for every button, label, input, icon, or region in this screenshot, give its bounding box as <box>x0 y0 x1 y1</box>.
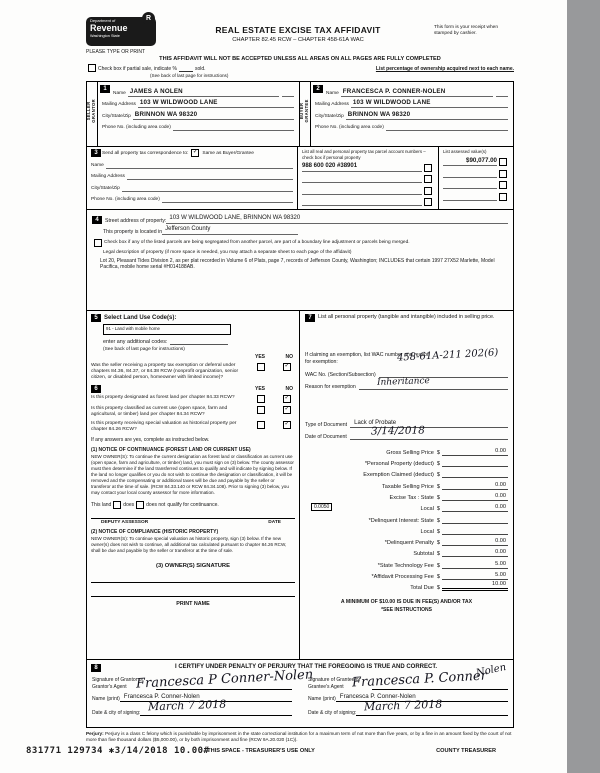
seller-name-row <box>113 88 294 97</box>
fee-label: *Affidavit Processing Fee <box>371 574 434 581</box>
local-rate-box: 0.0050 <box>311 503 332 512</box>
tax-correspondence-box <box>87 147 298 209</box>
buyer-city-label: City/State/Zip <box>315 113 344 119</box>
assessed-row <box>443 192 509 201</box>
does-not-checkbox <box>136 501 144 509</box>
assessed-value-box <box>439 147 513 209</box>
buyer-side-strip <box>300 82 311 146</box>
additional-codes-line <box>170 338 228 345</box>
form-header <box>86 12 514 46</box>
treasurer-space-label: THIS SPACE - TREASURER'S USE ONLY <box>207 747 315 754</box>
fee-label: Total Due <box>410 585 434 592</box>
corr-address-value <box>127 171 293 180</box>
dor-emblem-icon: R <box>142 12 155 25</box>
currency-sign: $ <box>436 585 440 592</box>
grantor-date-handwriting: March 7 2018 <box>147 697 227 714</box>
partial-sale-label: Check box if partial sale, indicate % <box>98 66 177 72</box>
parcel-number-blank <box>302 186 422 195</box>
corr-phone-row <box>91 194 293 203</box>
owners-signature-heading: (3) OWNER(S) SIGNATURE <box>156 563 230 570</box>
current-use-answer <box>255 406 295 418</box>
fee-label: *Delinquent Penalty <box>384 540 434 547</box>
does-not-label: does not <box>146 501 166 508</box>
exemption-intro: If claiming an exemption, list WAC number and reason for exemption: <box>305 352 430 365</box>
buyer-pct-line <box>496 88 508 97</box>
section-8-badge: 8 <box>91 664 101 672</box>
fee-amount <box>442 459 508 467</box>
grantor-name-print-value: Francesca P. Conner-Nolen <box>120 693 292 702</box>
notice-compliance-title: (2) NOTICE OF COMPLIANCE (HISTORIC PROPERTY) <box>91 528 219 535</box>
notice-compliance-body: NEW OWNER(S): To continue special valuation as historic property, sign (3) below. If the new owner(s) does not wish to continue, all additional tax calculated pursuant to chapter 84.26 RCW, shall be due and payable by the seller or transferor at the time of sale. <box>91 536 287 554</box>
logo-wa-state: Washington State <box>90 33 120 38</box>
fee-row-total <box>305 580 508 591</box>
forest-yes-checkbox <box>257 395 265 403</box>
legal-description-text: Lot 20, Pleasant Tides Division 2, as per plat recorded in Volume 6 of Plats, page 7, records of Jefferson County, Washington; INCLUDES that certain 1997 27X52 Marlette, Model Pacifica, mobile home serial #H014188AB. <box>100 257 495 271</box>
segregated-row <box>92 239 508 247</box>
fee-amount <box>442 516 508 524</box>
see-back-note: (See back of last page for instructions) <box>103 347 185 352</box>
document-date-handwriting: 3/14/2018 <box>370 424 425 437</box>
assessed-checkbox <box>499 193 507 201</box>
document-type-value: Lack of Probate <box>350 420 400 428</box>
print-name-heading: PRINT NAME <box>176 601 210 608</box>
logo-revenue: Revenue <box>90 22 128 33</box>
grantee-signature-label: Signature of Grantee or Grantee's Agent <box>308 677 361 690</box>
fee-row <box>305 546 508 557</box>
fee-amount: 0.00 <box>442 493 508 501</box>
currency-sign: $ <box>436 472 440 479</box>
grantor-signature-cell <box>92 667 314 716</box>
buyer-name-label: Name <box>326 90 339 96</box>
qualify-label: qualify for continuance. <box>167 501 219 508</box>
land-use-code-field: 91 - Land with mobile home <box>103 324 231 335</box>
fee-amount: 0.00 <box>442 538 508 546</box>
buyer-phone-row <box>315 122 508 131</box>
parcel-number-value: 988 600 020 #38901 <box>302 163 422 172</box>
additional-codes-row <box>103 338 295 345</box>
right-column <box>300 311 513 659</box>
currency-sign: $ <box>436 562 440 569</box>
does-label: does <box>123 501 135 508</box>
send-correspondence-label: Send all property tax correspondence to: <box>102 150 189 156</box>
left-column <box>87 311 300 659</box>
fee-amount: 0.00 <box>442 482 508 490</box>
currency-sign: $ <box>436 540 440 547</box>
seller-address-label: Mailing Address <box>102 102 136 108</box>
fee-amount: 5.00 <box>442 572 508 580</box>
current-use-yes-checkbox <box>257 406 265 414</box>
deferral-no-checkbox: ✓ <box>284 362 290 369</box>
fee-label: Gross Selling Price <box>386 449 434 456</box>
buyer-address-value: 103 W WILDWOOD LANE <box>351 99 508 108</box>
street-address-label: Street address of property: <box>105 217 167 224</box>
perjury-text: Perjury is a class C felony which is punishable by imprisonment in the state correctional institution for a maximum term of not more than five years, or by a fine in an amount fixed by the court of not more than five thousand dollars ($5,000.00), or by both imprisonment and fine (RCW 9A.20.020 (1C)). <box>86 731 512 743</box>
fee-label: Subtotal <box>413 551 434 558</box>
buyer-city-row <box>315 111 508 120</box>
same-as-buyer-label: Same as Buyer/Grantee <box>202 150 254 156</box>
assessed-row <box>443 169 509 178</box>
form-subtitle: CHAPTER 82.45 RCW – CHAPTER 458-61A WAC <box>232 37 364 43</box>
land-use-title: Select Land Use Code(s): <box>104 315 177 321</box>
corr-name-value <box>106 160 293 169</box>
buyer-phone-label: Phone No. (including area code) <box>315 125 384 131</box>
assessed-blank <box>443 180 497 189</box>
fee-label: *State Technology Fee <box>377 562 434 569</box>
seller-side-label: SELLER GRANTOR <box>86 98 96 123</box>
personal-property-checkbox <box>424 175 432 183</box>
does-checkbox <box>113 501 121 509</box>
fee-label: Local <box>420 528 434 535</box>
personal-property-checkbox <box>424 187 432 195</box>
corr-address-row <box>91 171 293 180</box>
personal-property-label: List all personal property (tangible and intangible) included in selling price. <box>318 314 495 320</box>
seller-pct-line <box>282 88 294 97</box>
assessed-checkbox <box>499 158 507 166</box>
deferral-answer <box>255 363 295 381</box>
buyer-name-value: FRANCESCA P. CONNER-NOLEN <box>341 88 493 97</box>
deferral-yes-checkbox <box>257 363 265 371</box>
fee-row <box>305 445 508 456</box>
county-value: Jefferson County <box>162 226 298 235</box>
yes-no-header <box>255 386 295 392</box>
seller-side-strip <box>87 82 98 146</box>
fee-row <box>305 512 508 523</box>
no-header: NO <box>285 354 293 360</box>
wac-number-handwriting: 458-61A-211 202(6) <box>396 347 499 364</box>
grantor-signature-label: Signature of Grantor or Grantor's Agent <box>92 677 144 690</box>
segregated-checkbox <box>94 239 102 247</box>
parcel-row <box>302 174 434 183</box>
land-qualify-pre: This land <box>91 501 112 508</box>
historic-answer <box>255 421 295 433</box>
forest-land-question-row <box>91 395 295 403</box>
currency-sign: $ <box>436 506 440 513</box>
parcel-row <box>302 186 434 195</box>
parties-band <box>86 81 514 147</box>
land-qualify-row <box>91 501 295 509</box>
perjury-label: Perjury: <box>86 731 104 736</box>
assessed-blank <box>443 169 497 178</box>
currency-sign: $ <box>436 494 440 501</box>
assessed-row <box>443 157 509 166</box>
wac-number-label: WAC No. (Section/Subsection) <box>305 371 376 378</box>
historic-no-checkbox: ✓ <box>284 420 290 427</box>
fee-label: Excise Tax : State <box>389 494 434 501</box>
forest-land-question: Is this property designated as forest land per chapter 84.33 RCW? <box>91 395 235 401</box>
assessed-blank <box>443 192 497 201</box>
form-title: REAL ESTATE EXCISE TAX AFFIDAVIT <box>215 25 381 35</box>
county-treasurer-label: COUNTY TREASURER <box>436 747 496 754</box>
reet-affidavit-form <box>86 12 514 754</box>
section-4-band <box>86 209 514 311</box>
date-city-label: Date & city of signing: <box>308 710 357 716</box>
grantee-signature-handwriting: Francesca P. Conner <box>351 668 488 691</box>
name-print-label: Name (print) <box>308 696 336 702</box>
fee-row <box>305 535 508 546</box>
name-print-label: Name (print) <box>92 696 120 702</box>
street-address-value: 103 W WILDWOOD LANE, BRINNON WA 98320 <box>166 215 382 224</box>
document-type-label: Type of Document <box>305 421 348 428</box>
grantee-date-handwriting: March 7 2018 <box>363 697 443 714</box>
corr-address-label: Mailing Address <box>91 174 125 180</box>
fee-label: Local <box>420 506 434 513</box>
date-label: DATE <box>268 519 281 525</box>
corr-name-label: Name <box>91 162 104 168</box>
ownership-note: List percentage of ownership acquired next to each name. <box>375 66 514 72</box>
buyer-phone-value <box>386 122 508 131</box>
seller-city-value: BRINNON WA 98320 <box>133 111 294 120</box>
segregated-label: Check box if any of the listed parcels are being segregated from another parcel, are part of a boundary line adjustment or parcels being merged. <box>104 240 410 245</box>
section-7-badge: 7 <box>305 314 315 322</box>
fee-row <box>305 490 508 501</box>
seller-city-label: City/State/Zip <box>102 113 131 119</box>
buyer-address-label: Mailing Address <box>315 102 349 108</box>
owner-signature-line <box>91 583 295 597</box>
corr-phone-label: Phone No. (including area code) <box>91 197 160 203</box>
currency-sign: $ <box>436 461 440 468</box>
exemption-blank <box>305 390 508 416</box>
located-in-row <box>92 226 508 235</box>
personal-property-checkbox <box>424 164 432 172</box>
deferral-question-row <box>91 363 295 381</box>
total-due-amount: 10.00 <box>442 581 508 591</box>
buyer-grantee-box <box>300 82 513 146</box>
seller-phone-row <box>102 122 294 131</box>
personal-property-checkbox <box>424 198 432 206</box>
minimum-due-note: A MINIMUM OF $10.00 IS DUE IN FEE(S) AND/OR TAX <box>340 599 473 606</box>
deputy-assessor-label: DEPUTY ASSESSOR <box>101 519 149 525</box>
date-city-label: Date & city of signing: <box>92 710 141 716</box>
corr-phone-value <box>162 194 293 203</box>
logo-dept-of: Department of <box>90 18 116 23</box>
yes-no-header <box>255 354 295 360</box>
parcel-row <box>302 197 434 206</box>
located-in-label: This property is located in <box>103 229 163 235</box>
seller-city-row <box>102 111 294 120</box>
currency-sign: $ <box>436 551 440 558</box>
exemption-reason-handwriting: Inheritance <box>376 375 430 388</box>
legal-description-label: Legal description of property (if more space is needed, you may attach a separate sheet to each page of the affidavit) <box>103 250 352 255</box>
yes-header: YES <box>255 354 266 360</box>
exemption-block <box>305 347 499 366</box>
same-as-buyer-checkbox: ✓ <box>192 149 198 155</box>
exemption-reason-label: Reason for exemption <box>305 383 356 390</box>
fee-row <box>305 478 508 489</box>
fee-row <box>305 467 508 478</box>
buyer-city-value: BRINNON WA 98320 <box>346 111 508 120</box>
grantee-signature-nolen: Nolen <box>474 661 507 680</box>
seller-address-value: 103 W WILDWOOD LANE <box>138 99 294 108</box>
currency-sign: $ <box>436 449 440 456</box>
cashier-receipt-stamp: 831771 129734 ✱3/14/2018 10.00# <box>26 746 210 756</box>
section-2-badge: 2 <box>313 85 323 93</box>
exemption-reason-row <box>305 375 508 390</box>
deferral-question: Was the seller receiving a property tax exemption or deferral under chapters 84.36, 84.37, or 84.38 RCW (nonprofit organization, senior citizen, or disabled person, homeowner with limited income)? <box>91 362 239 380</box>
section-6-badge: 6 <box>91 385 101 393</box>
currency-sign: $ <box>436 483 440 490</box>
current-use-no-checkbox: ✓ <box>284 405 290 412</box>
assessed-value: $90,077.00 <box>443 157 497 166</box>
middle-band <box>86 310 514 660</box>
partial-sale-note: (See back of last page for instructions) <box>150 73 229 78</box>
fee-label: *Personal Property (deduct) <box>364 461 434 468</box>
current-use-question-row <box>91 406 295 418</box>
parcel-numbers-header: List all real and personal property tax parcel account numbers – check box if personal property <box>302 149 426 160</box>
certification-statement: I CERTIFY UNDER PENALTY OF PERJURY THAT THE FOREGOING IS TRUE AND CORRECT. <box>174 664 438 670</box>
scan-edge <box>567 0 600 773</box>
section-4-badge: 4 <box>92 216 102 224</box>
street-address-tail <box>382 215 508 224</box>
buyer-name-row <box>326 88 508 97</box>
land-use-header <box>91 314 295 322</box>
currency-sign: $ <box>436 517 440 524</box>
if-yes-note: If any answers are yes, complete as instructed below. <box>91 436 210 443</box>
assessed-checkbox <box>499 170 507 178</box>
section-5-badge: 5 <box>91 314 101 322</box>
document-date-label: Date of Document <box>305 433 347 440</box>
completion-warning: THIS AFFIDAVIT WILL NOT BE ACCEPTED UNLESS ALL AREAS ON ALL PAGES ARE FULLY COMPLETED <box>159 56 441 62</box>
assessed-value-header: List assessed value(s) <box>443 149 487 154</box>
fee-label: Exemption Claimed (deduct) <box>363 472 434 479</box>
grantee-signature-cell <box>308 661 508 716</box>
fee-amount <box>442 527 508 535</box>
seller-grantor-box <box>87 82 300 146</box>
personal-property-header <box>305 314 508 322</box>
section-3-band <box>86 146 514 210</box>
notice-continuance-title: (1) NOTICE OF CONTINUANCE (FOREST LAND OR CURRENT USE) <box>91 446 251 453</box>
deputy-labels <box>91 519 295 525</box>
forest-no-checkbox: ✓ <box>284 395 290 402</box>
percent-sold-line <box>179 66 193 72</box>
section-1-badge: 1 <box>100 85 110 93</box>
street-address-row <box>92 215 508 224</box>
historic-question: Is this property receiving special valuation as historical property per chapter 84.26 RCW? <box>91 420 237 432</box>
please-type-or-print: PLEASE TYPE OR PRINT <box>86 49 146 55</box>
fee-amount <box>442 470 508 478</box>
dor-logo <box>86 12 162 46</box>
grantee-name-print-value: Francesca P. Conner-Nolen <box>336 693 508 702</box>
tax-correspondence-header <box>91 149 293 157</box>
partial-sale-row <box>86 64 514 72</box>
no-header: NO <box>285 385 293 392</box>
parcel-number-blank <box>302 197 422 206</box>
historic-yes-checkbox <box>257 421 265 429</box>
additional-codes-label: enter any additional codes: <box>103 339 168 345</box>
current-use-question: Is this property classified as current use (open space, farm and agricultural, or timber) land per chapter 84.34 RCW? <box>91 405 228 417</box>
section-6-header <box>91 385 295 393</box>
corr-city-value <box>122 183 293 192</box>
currency-sign: $ <box>436 574 440 581</box>
fee-label: *Delinquent Interest: State <box>368 517 434 524</box>
owner-signature-line <box>91 569 295 583</box>
partial-sold-label: sold. <box>194 66 206 72</box>
seller-phone-value <box>173 122 294 131</box>
seller-address-row <box>102 99 294 108</box>
fee-row-local <box>305 501 508 512</box>
section-8-band <box>86 659 514 728</box>
assessed-row <box>443 180 509 189</box>
seller-name-value: JAMES A NOLEN <box>128 88 279 97</box>
partial-sale-checkbox <box>88 64 96 72</box>
fee-amount: 5.00 <box>442 561 508 569</box>
corr-city-row <box>91 183 293 192</box>
parcel-numbers-box <box>298 147 439 209</box>
title-block <box>162 12 434 43</box>
fee-amount: 0.00 <box>442 549 508 557</box>
perjury-statement <box>86 731 514 744</box>
grantor-signature-handwriting: Francesca P Conner-Nolen <box>135 667 314 692</box>
notice-continuance-body: NEW OWNER(S): To continue the current designation as forest land or classification as current use (open space, farm and agriculture, or timber) land, you must sign on (3) below. The county assessor must then determine if the land transferred continues to qualify and will indicate by signing below. If the land no longer qualifies or you do not wish to continue the designation or classification, it will be removed and the compensating or additional taxes will be due and payable by the seller or transferor at the time of sale. (RCW 84.33.140 or RCW 84.34.108). Prior to signing (3) below, you may contact your local county assessor for more information. <box>91 454 294 495</box>
fee-amount: 0.00 <box>442 504 508 512</box>
see-instructions-note: *SEE INSTRUCTIONS <box>381 607 432 614</box>
yes-header: YES <box>255 385 266 392</box>
buyer-address-row <box>315 99 508 108</box>
fee-row <box>305 557 508 568</box>
receipt-note: This form is your receipt when stamped by cashier. <box>434 25 498 37</box>
corr-city-label: City/State/Zip <box>91 185 120 191</box>
fee-label: Taxable Selling Price <box>381 483 434 490</box>
assessed-checkbox <box>499 181 507 189</box>
parcel-number-blank <box>302 174 422 183</box>
corr-name-row <box>91 160 293 169</box>
fee-row <box>305 569 508 580</box>
currency-sign: $ <box>436 528 440 535</box>
forest-land-answer <box>255 395 295 403</box>
section-3-badge: 3 <box>91 149 101 157</box>
fee-row <box>305 456 508 467</box>
seller-name-label: Name <box>113 90 126 96</box>
buyer-side-label: BUYER GRANTEE <box>299 99 309 123</box>
seller-phone-label: Phone No. (including area code) <box>102 125 171 131</box>
fee-row <box>305 524 508 535</box>
historic-question-row <box>91 421 295 433</box>
parcel-row <box>302 163 434 172</box>
fee-table <box>305 445 508 592</box>
fee-amount: 0.00 <box>442 448 508 456</box>
